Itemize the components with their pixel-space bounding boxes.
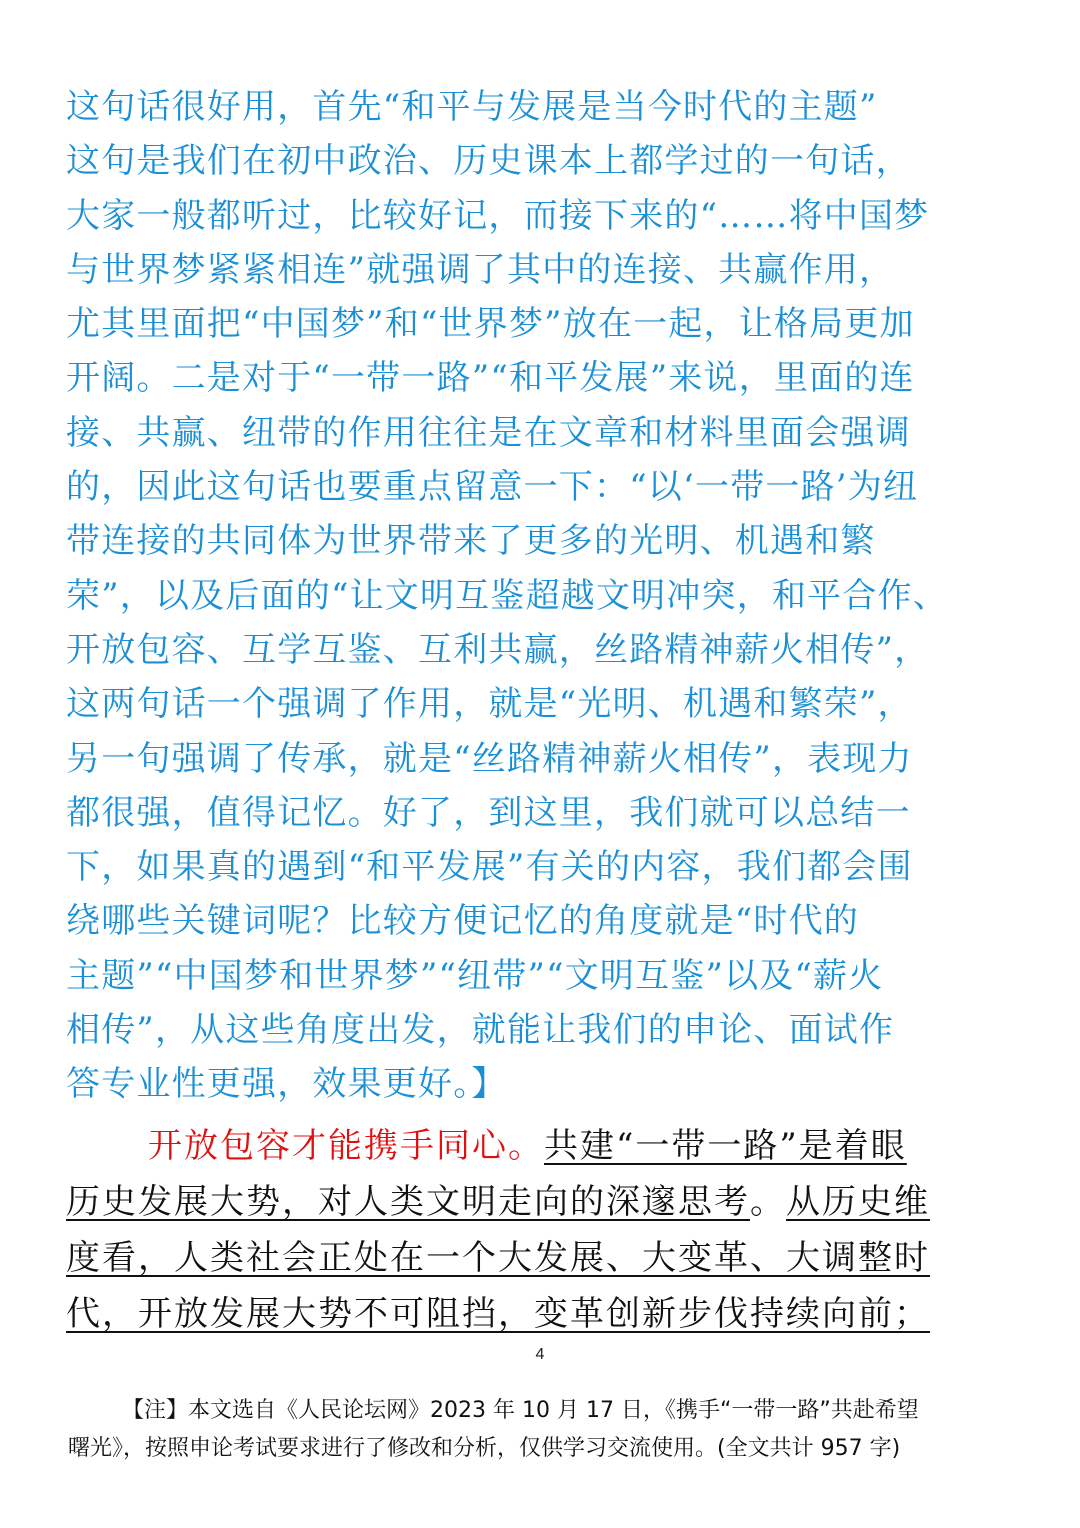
analysis-line: 开阔。二是对于“一带一路”“和平发展”来说，里面的连 [66,358,915,399]
section-heading: 开放包容才能携手同心。 [148,1126,544,1166]
page-number: 4 [535,1346,545,1363]
analysis-line: 与世界梦紧紧相连”就强调了其中的连接、共赢作用， [66,249,895,290]
body-text: 。 [750,1182,786,1222]
underlined-text: 从历史维 [786,1182,930,1222]
source-note-line: 曙光》，按照申论考试要求进行了修改和分析，仅供学习交流使用。(全文共计 957 字) [68,1436,901,1461]
analysis-line: 绕哪些关键词呢？比较方便记忆的角度就是“时代的 [66,901,859,942]
analysis-line: 荣”，以及后面的“让文明互鉴超越文明冲突，和平合作、 [66,575,948,616]
analysis-line: 主题”“中国梦和世界梦”“纽带”“文明互鉴”以及“薪火 [66,955,884,996]
analysis-line: 相传”，从这些角度出发，就能让我们的申论、面试作 [66,1010,895,1051]
underlined-text: 历史发展大势，对人类文明走向的深邃思考 [66,1182,750,1222]
source-note-line: 【注】本文选自《人民论坛网》2023 年 10 月 17 日，《携手“一带一路”共赴希望 [122,1398,919,1423]
body-line-3: 度看，人类社会正处在一个大发展、大变革、大调整时 [66,1238,930,1278]
analysis-line: 开放包容、互学互鉴、互利共赢，丝路精神薪火相传”， [66,629,930,670]
body-line-2 [66,1174,1026,1230]
source-note [68,1392,1018,1468]
analysis-line: 这句是我们在初中政治、历史课本上都学过的一句话， [66,141,911,182]
analysis-line: 大家一般都听过，比较好记，而接下来的“……将中国梦 [66,195,930,236]
analysis-line: 另一句强调了传承，就是“丝路精神薪火相传”，表现力 [66,738,913,779]
analysis-line: 的，因此这句话也要重点留意一下：“以‘一带一路’为纽 [66,467,919,508]
analysis-line: 尤其里面把“中国梦”和“世界梦”放在一起，让格局更加 [66,304,915,345]
analysis-line: 下，如果真的遇到“和平发展”有关的内容，我们都会围 [66,847,913,888]
analysis-line: 这句话很好用，首先“和平与发展是当今时代的主题” [66,87,878,127]
analysis-line: 这两句话一个强调了作用，就是“光明、机遇和繁荣”， [66,684,913,725]
body-line-1 [66,1118,1026,1174]
underlined-text: 共建“一带一路”是着眼 [544,1126,907,1166]
analysis-line: 都很强，值得记忆。好了，到这里，我们就可以总结一 [66,792,911,833]
analysis-line: 答专业性更强，效果更好。】 [66,1064,507,1105]
analysis-line: 带连接的共同体为世界带来了更多的光明、机遇和繁 [66,521,876,562]
body-paragraph [66,1118,1026,1342]
body-line-4: 代，开放发展大势不可阻挡，变革创新步伐持续向前； [66,1294,930,1334]
analysis-paragraph [66,80,1026,1112]
analysis-line: 接、共赢、纽带的作用往往是在文章和材料里面会强调 [66,412,911,453]
